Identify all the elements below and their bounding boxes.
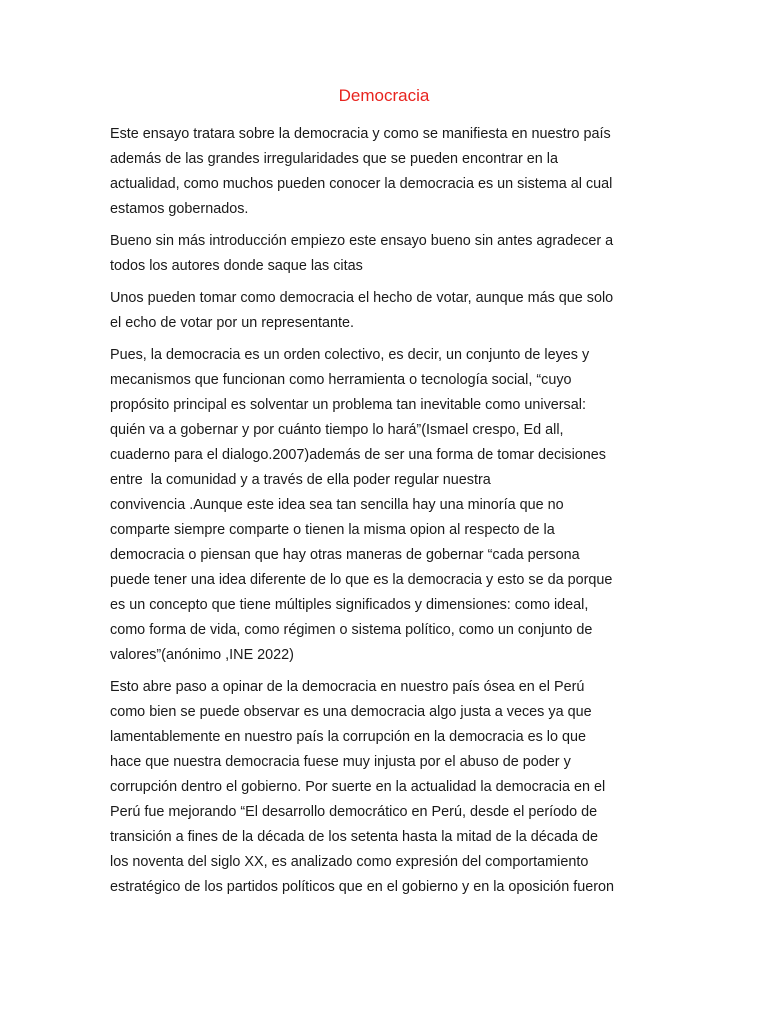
text-line: lamentablemente en nuestro país la corrupción en la democracia es lo que: [110, 729, 586, 745]
text-line: es un concepto que tiene múltiples significados y dimensiones: como ideal,: [110, 597, 589, 613]
text-line: propósito principal es solventar un problema tan inevitable como universal:: [110, 397, 586, 413]
text-line: actualidad, como muchos pueden conocer la democracia es un sistema al cual: [110, 176, 613, 192]
text-line: Unos pueden tomar como democracia el hecho de votar, aunque más que solo: [110, 290, 614, 306]
text-line: transición a fines de la década de los setenta hasta la mitad de la década de: [110, 829, 599, 845]
text-line: estamos gobernados.: [110, 201, 249, 217]
text-line: puede tener una idea diferente de lo que es la democracia y esto se da porque: [110, 572, 613, 588]
text-line: comparte siempre comparte o tienen la misma opion al respecto de la: [110, 522, 555, 538]
text-line: mecanismos que funcionan como herramienta o tecnología social, “cuyo: [110, 372, 572, 388]
text-line: valores”(anónimo ,INE 2022): [110, 647, 294, 663]
text-line: como bien se puede observar es una democracia algo justa a veces ya que: [110, 704, 592, 720]
text-line: Este ensayo tratara sobre la democracia y como se manifiesta en nuestro país: [110, 126, 611, 142]
text-line: estratégico de los partidos políticos que en el gobierno y en la oposición fueron: [110, 879, 614, 895]
paragraph-3: [110, 286, 658, 336]
text-line: democracia o piensan que hay otras maneras de gobernar “cada persona: [110, 547, 580, 563]
text-line: los noventa del siglo XX, es analizado como expresión del comportamiento: [110, 854, 589, 870]
text-line: entre la comunidad y a través de ella poder regular nuestra: [110, 472, 491, 488]
text-line: Esto abre paso a opinar de la democracia en nuestro país ósea en el Perú: [110, 679, 585, 695]
document-title: Democracia: [338, 86, 430, 105]
paragraph-4: [110, 343, 658, 668]
text-line: además de las grandes irregularidades que se pueden encontrar en la: [110, 151, 559, 167]
text-line: como forma de vida, como régimen o sistema político, como un conjunto de: [110, 622, 593, 638]
text-line: Pues, la democracia es un orden colectivo, es decir, un conjunto de leyes y: [110, 347, 590, 363]
text-line: cuaderno para el dialogo.2007)además de ser una forma de tomar decisiones: [110, 447, 606, 463]
document-body: [110, 122, 658, 907]
text-line: corrupción dentro el gobierno. Por suerte en la actualidad la democracia en el: [110, 779, 606, 795]
paragraph-5: [110, 675, 658, 900]
text-line: el echo de votar por un representante.: [110, 315, 355, 331]
paragraph-1: [110, 122, 658, 222]
text-line: Bueno sin más introducción empiezo este ensayo bueno sin antes agradecer a: [110, 233, 614, 249]
paragraph-2: [110, 229, 658, 279]
text-line: hace que nuestra democracia fuese muy injusta por el abuso de poder y: [110, 754, 571, 770]
text-line: todos los autores donde saque las citas: [110, 258, 363, 274]
text-line: quién va a gobernar y por cuánto tiempo lo hará”(Ismael crespo, Ed all,: [110, 422, 564, 438]
text-line: convivencia .Aunque este idea sea tan sencilla hay una minoría que no: [110, 497, 564, 513]
text-line: Perú fue mejorando “El desarrollo democrático en Perú, desde el período de: [110, 804, 598, 820]
